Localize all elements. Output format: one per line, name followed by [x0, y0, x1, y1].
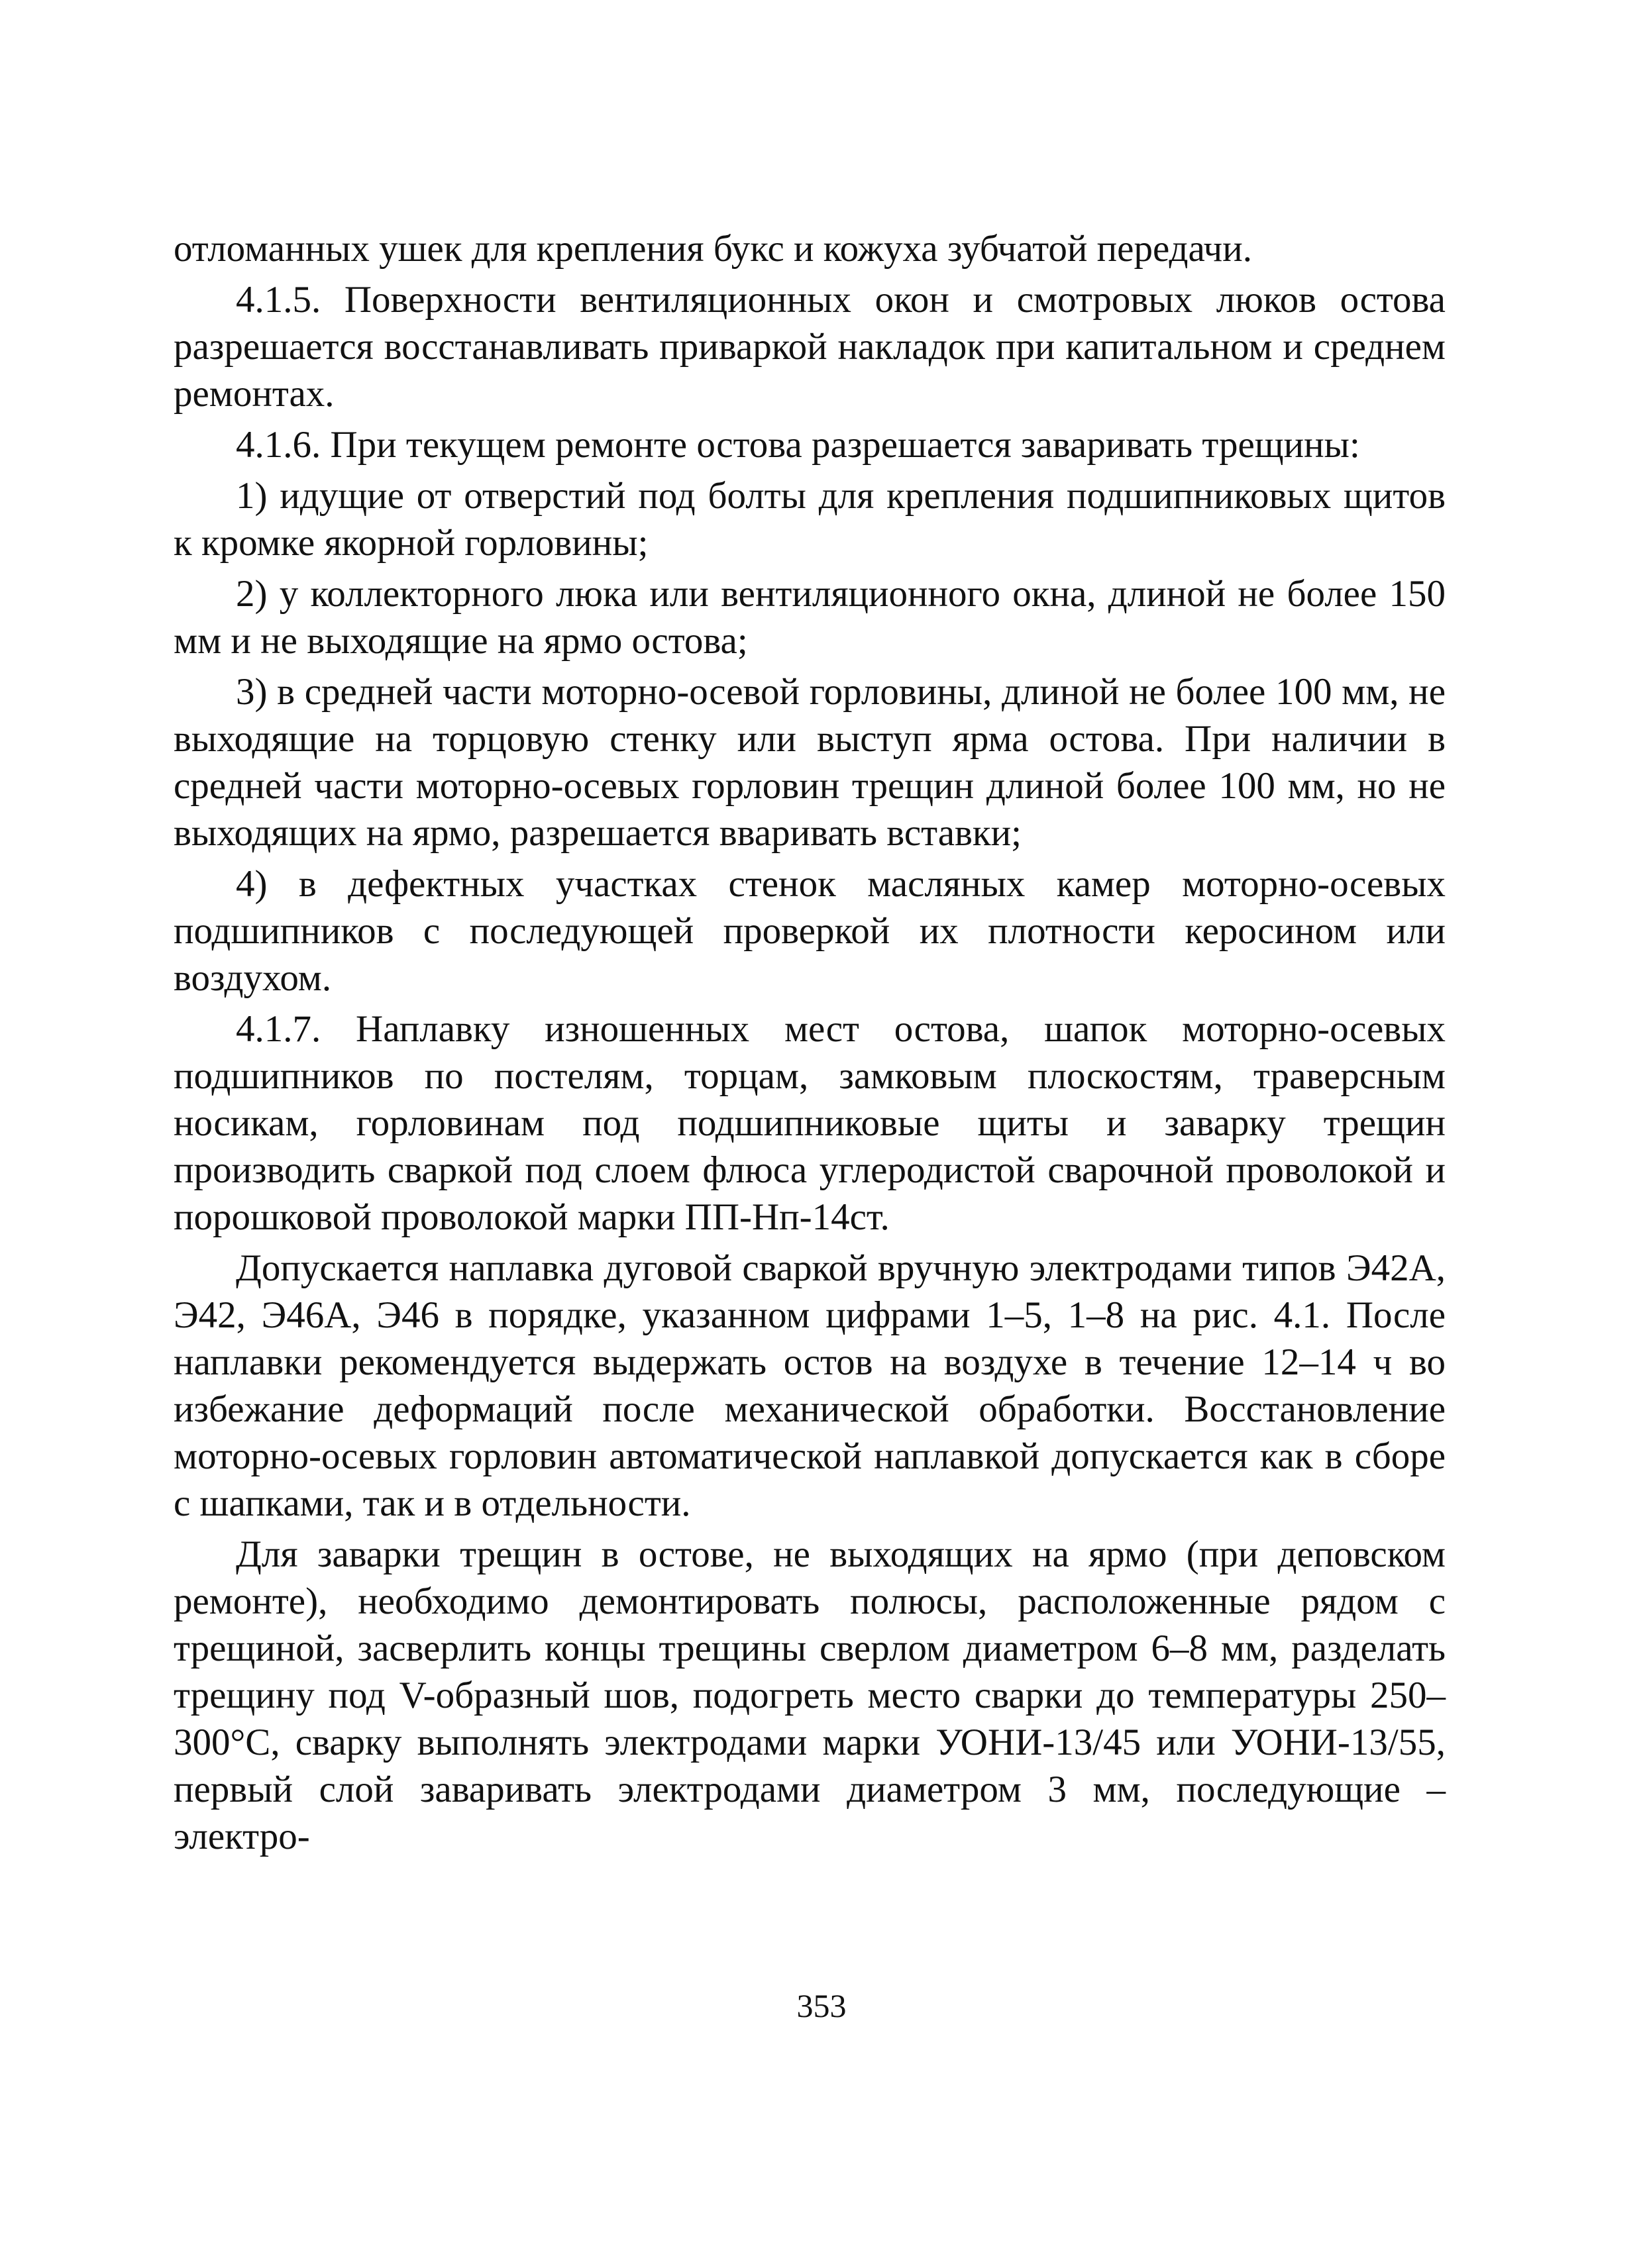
paragraph-4-1-6: 4.1.6. При текущем ремонте остова разрешается заваривать трещины: [236, 424, 1360, 466]
page-body [174, 225, 1446, 1864]
list-item-2: 2) у коллекторного люка или вентиляционного окна, длиной не более 150 мм и не выходящие на ярмо остова; [174, 573, 1446, 662]
paragraph-crack-welding: Для заварки трещин в остове, не выходящих на ярмо (при деповском ремонте), необходимо демонтировать полюсы, расположенные рядом с трещиной, засверлить концы трещины сверлом диаметром 6–8 мм, разделать трещину под V-образный шов, подогреть место сварки до температуры 250–300°С, сварку выполнять электродами марки УОНИ-13/45 или УОНИ-13/55, первый слой заваривать электродами диаметром 3 мм, последующие – электро- [174, 1533, 1446, 1857]
paragraph-4-1-5: 4.1.5. Поверхности вентиляционных окон и смотровых люков остова разрешается восстанавливать приваркой накладок при капитальном и среднем ремонтах. [174, 279, 1446, 415]
paragraph-4-1-7: 4.1.7. Наплавку изношенных мест остова, шапок моторно-осевых подшипников по постелям, торцам, замковым плоскостям, траверсным носикам, горловинам под подшипниковые щиты и заварку трещин производить сваркой под слоем флюса углеродистой сварочной проволокой и порошковой проволокой марки ПП-Нп-14ст. [174, 1008, 1446, 1238]
list-item-3: 3) в средней части моторно-осевой горловины, длиной не более 100 мм, не выходящие на торцовую стенку или выступ ярма остова. При наличии в средней части моторно-осевых горловин трещин длиной более 100 мм, но не выходящих на ярмо, разрешается вваривать вставки; [174, 671, 1446, 854]
list-item-1: 1) идущие от отверстий под болты для крепления подшипниковых щитов к кромке якорной горловины; [174, 475, 1446, 564]
paragraph-manual-welding: Допускается наплавка дуговой сваркой вручную электродами типов Э42А, Э42, Э46А, Э46 в порядке, указанном цифрами 1–5, 1–8 на рис. 4.1. После наплавки рекомендуется выдержать остов на воздухе в течение 12–14 ч во избежание деформаций после механической обработки. Восстановление моторно-осевых горловин автоматической наплавкой допускается как в сборе с шапками, так и в отдельности. [174, 1247, 1446, 1524]
page-number: 353 [796, 1987, 847, 2024]
paragraph-continuation: отломанных ушек для крепления букс и кожуха зубчатой передачи. [174, 228, 1252, 270]
list-item-4: 4) в дефектных участках стенок масляных камер моторно-осевых подшипников с последующей проверкой их плотности керосином или воздухом. [174, 863, 1446, 999]
